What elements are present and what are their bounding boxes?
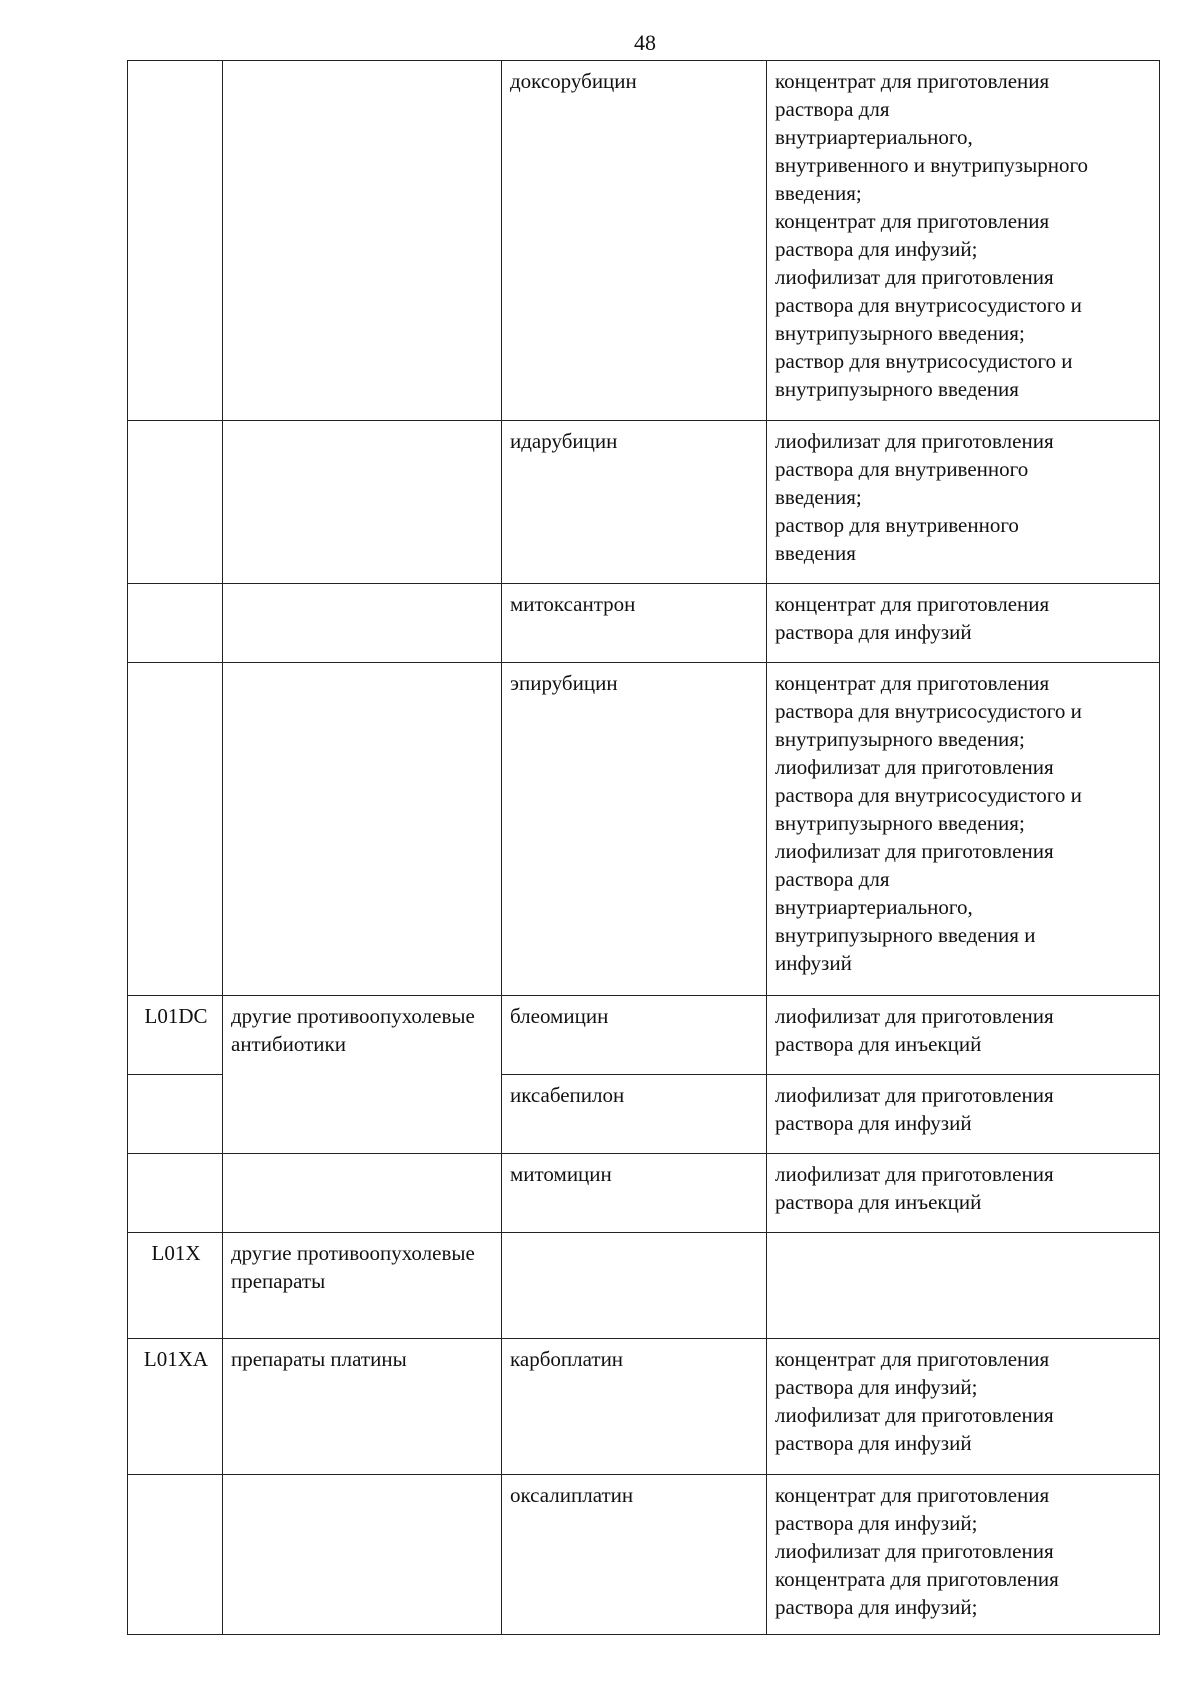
dosage-form-line: раствора для инфузий; (775, 1511, 978, 1535)
drug-name-cell: оксалиплатин (502, 1475, 767, 1635)
table-row (128, 1154, 1160, 1233)
drug-name-cell: карбоплатин (502, 1339, 767, 1475)
dosage-form-line: внутриартериального, (775, 895, 973, 919)
group-name-cell: препараты платины (223, 1339, 502, 1475)
dosage-form-line: лиофилизат для приготовления (775, 1539, 1054, 1563)
dosage-form-line: инфузий (775, 951, 852, 975)
dosage-form-line: раствора для (775, 97, 890, 121)
dosage-form-line: введения; (775, 485, 862, 509)
atc-code-cell (128, 61, 223, 421)
atc-code-cell: L01XA (128, 1339, 223, 1475)
dosage-form-line: раствора для внутрисосудистого и (775, 293, 1082, 317)
dosage-form-line: концентрат для приготовления (775, 671, 1050, 695)
dosage-form-line: раствора для инфузий (775, 620, 972, 644)
dosage-form-line: лиофилизат для приготовления (775, 265, 1054, 289)
dosage-form-line: лиофилизат для приготовления (775, 1403, 1054, 1427)
table-row (128, 1233, 1160, 1339)
dosage-form-line: раствора для инфузий; (775, 1595, 978, 1619)
dosage-form-line: раствор для внутривенного (775, 513, 1019, 537)
dosage-forms-cell (767, 61, 1160, 421)
drug-name-cell: доксорубицин (502, 61, 767, 421)
dosage-form-line: раствора для инъекций (775, 1190, 982, 1214)
group-name-cell (223, 421, 502, 584)
atc-code-cell (128, 1475, 223, 1635)
dosage-form-line: раствора для инфузий; (775, 237, 978, 261)
drug-name-cell: эпирубицин (502, 663, 767, 996)
dosage-form-line: концентрат для приготовления (775, 1483, 1050, 1507)
drug-name-cell (502, 1233, 767, 1339)
dosage-forms-cell (767, 584, 1160, 663)
dosage-form-line: раствора для инфузий; (775, 1375, 978, 1399)
dosage-form-line: введения (775, 541, 856, 565)
dosage-form-line: раствора для внутривенного (775, 457, 1029, 481)
dosage-form-line: внутрипузырного введения; (775, 321, 1025, 345)
dosage-form-line: раствор для внутрисосудистого и (775, 349, 1073, 373)
atc-code-cell: L01X (128, 1233, 223, 1339)
dosage-form-line: внутриартериального, (775, 125, 973, 149)
table-row (128, 584, 1160, 663)
dosage-form-line: концентрат для приготовления (775, 1347, 1050, 1371)
table-row (128, 996, 1160, 1075)
page-number: 48 (634, 30, 656, 55)
atc-code-cell (128, 421, 223, 584)
table-row (128, 663, 1160, 996)
dosage-forms-cell (767, 1233, 1160, 1339)
dosage-form-line: внутрипузырного введения; (775, 727, 1025, 751)
dosage-form-line: лиофилизат для приготовления (775, 1083, 1054, 1107)
dosage-forms-cell (767, 1154, 1160, 1233)
dosage-form-line: лиофилизат для приготовления (775, 839, 1054, 863)
dosage-form-line: внутривенного и внутрипузырного (775, 153, 1089, 177)
dosage-form-line: раствора для инфузий (775, 1111, 972, 1135)
dosage-forms-cell (767, 1339, 1160, 1475)
group-name-cell (223, 1475, 502, 1635)
drug-name-cell: митоксантрон (502, 584, 767, 663)
atc-code-cell (128, 1075, 223, 1154)
table-row (128, 61, 1160, 421)
group-name-cell (223, 663, 502, 996)
dosage-form-line: раствора для (775, 867, 890, 891)
dosage-form-line: внутрипузырного введения; (775, 811, 1025, 835)
table-row (128, 1475, 1160, 1635)
table-row (128, 1339, 1160, 1475)
atc-code-cell (128, 584, 223, 663)
drug-list-table (127, 60, 1160, 1635)
dosage-form-line: введения; (775, 181, 862, 205)
dosage-form-line: концентрата для приготовления (775, 1567, 1059, 1591)
dosage-forms-cell (767, 996, 1160, 1075)
drug-name-cell: блеомицин (502, 996, 767, 1075)
drug-name-cell: иксабепилон (502, 1075, 767, 1154)
dosage-form-line: раствора для инфузий (775, 1431, 972, 1455)
atc-code-cell: L01DC (128, 996, 223, 1075)
drug-name-cell: идарубицин (502, 421, 767, 584)
dosage-form-line: концентрат для приготовления (775, 592, 1050, 616)
group-name-cell (223, 1154, 502, 1233)
dosage-forms-cell (767, 421, 1160, 584)
dosage-form-line: раствора для внутрисосудистого и (775, 783, 1082, 807)
table-row (128, 421, 1160, 584)
drug-name-cell: митомицин (502, 1154, 767, 1233)
group-name-cell (223, 584, 502, 663)
dosage-forms-cell (767, 663, 1160, 996)
dosage-forms-cell (767, 1475, 1160, 1635)
atc-code-cell (128, 1154, 223, 1233)
dosage-form-line: лиофилизат для приготовления (775, 429, 1054, 453)
atc-code-cell (128, 663, 223, 996)
dosage-form-line: внутрипузырного введения и (775, 923, 1036, 947)
dosage-form-line: раствора для инъекций (775, 1032, 982, 1056)
dosage-form-line: лиофилизат для приготовления (775, 755, 1054, 779)
dosage-form-line: раствора для внутрисосудистого и (775, 699, 1082, 723)
group-name-cell: другие противоопухолевые препараты (223, 1233, 502, 1339)
dosage-form-line: концентрат для приготовления (775, 209, 1050, 233)
dosage-form-line: концентрат для приготовления (775, 69, 1050, 93)
dosage-form-line: лиофилизат для приготовления (775, 1162, 1054, 1186)
dosage-forms-cell (767, 1075, 1160, 1154)
group-name-cell (223, 61, 502, 421)
group-name-cell: другие противоопухолевые антибиотики (223, 996, 502, 1154)
dosage-form-line: внутрипузырного введения (775, 377, 1019, 401)
dosage-form-line: лиофилизат для приготовления (775, 1004, 1054, 1028)
